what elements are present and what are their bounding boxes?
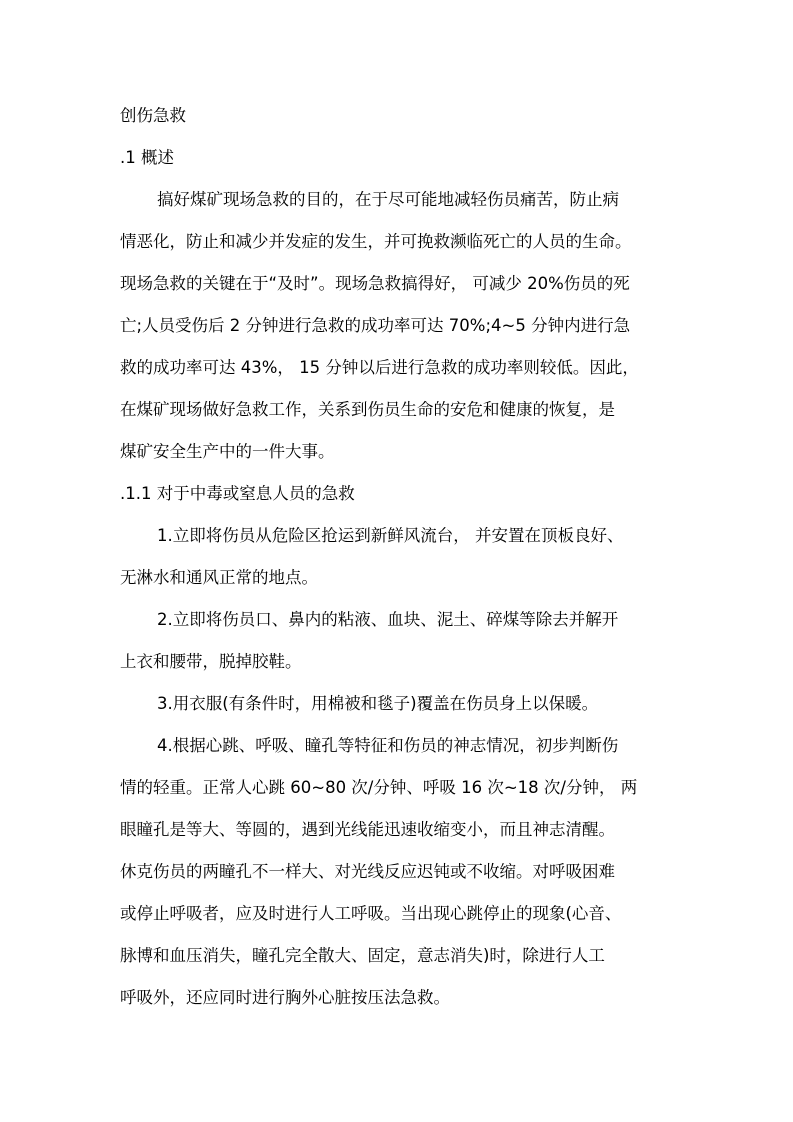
paragraph-line: 情恶化，防止和减少并发症的发生，并可挽救濒临死亡的人员的生命。	[120, 232, 632, 251]
paragraph-line: 上衣和腰带，脱掉胶鞋。	[120, 652, 302, 671]
paragraph-line: 3.用衣服(有条件时，用棉被和毯子)覆盖在伤员身上以保暖。	[157, 694, 599, 713]
paragraph-line: 搞好煤矿现场急救的目的，在于尽可能地减轻伤员痛苦，防止病	[157, 190, 619, 209]
paragraph-line: 休克伤员的两瞳孔不一样大、对光线反应迟钝或不收缩。对呼吸困难	[120, 862, 615, 881]
paragraph-line: 情的轻重。正常人心跳 60~80 次/分钟、呼吸 16 次~18 次/分钟， 两	[120, 778, 638, 797]
subsection-heading: .1.1 对于中毒或窒息人员的急救	[120, 484, 355, 503]
paragraph-line: 呼吸外，还应同时进行胸外心脏按压法急救。	[120, 988, 450, 1007]
paragraph-line: 或停止呼吸者，应及时进行人工呼吸。当出现心跳停止的现象(心音、	[120, 904, 622, 923]
paragraph-line: 4.根据心跳、呼吸、瞳孔等特征和伤员的神志情况，初步判断伤	[157, 736, 619, 755]
paragraph-line: 无淋水和通风正常的地点。	[120, 568, 318, 587]
section-heading: .1 概述	[120, 148, 174, 167]
paragraph-line: 2.立即将伤员口、鼻内的粘液、血块、泥土、碎煤等除去并解开	[157, 610, 619, 629]
paragraph-line: 现场急救的关键在于“及时”。现场急救搞得好， 可减少 20%伤员的死	[120, 274, 630, 293]
paragraph-line: 眼瞳孔是等大、等圆的，遇到光线能迅速收缩变小，而且神志清醒。	[120, 820, 615, 839]
paragraph-line: 在煤矿现场做好急救工作，关系到伤员生命的安危和健康的恢复，是	[120, 400, 615, 419]
paragraph-line: 救的成功率可达 43%， 15 分钟以后进行急救的成功率则较低。因此，	[120, 358, 639, 377]
paragraph-line: 亡;人员受伤后 2 分钟进行急救的成功率可达 70%;4~5 分钟内进行急	[120, 316, 631, 335]
paragraph-line: 煤矿安全生产中的一件大事。	[120, 442, 335, 461]
document-title: 创伤急救	[120, 106, 186, 125]
paragraph-line: 脉博和血压消失，瞳孔完全散大、固定，意志消失)时，除进行人工	[120, 946, 605, 965]
paragraph-line: 1.立即将伤员从危险区抢运到新鲜风流台， 并安置在顶板良好、	[157, 526, 624, 545]
